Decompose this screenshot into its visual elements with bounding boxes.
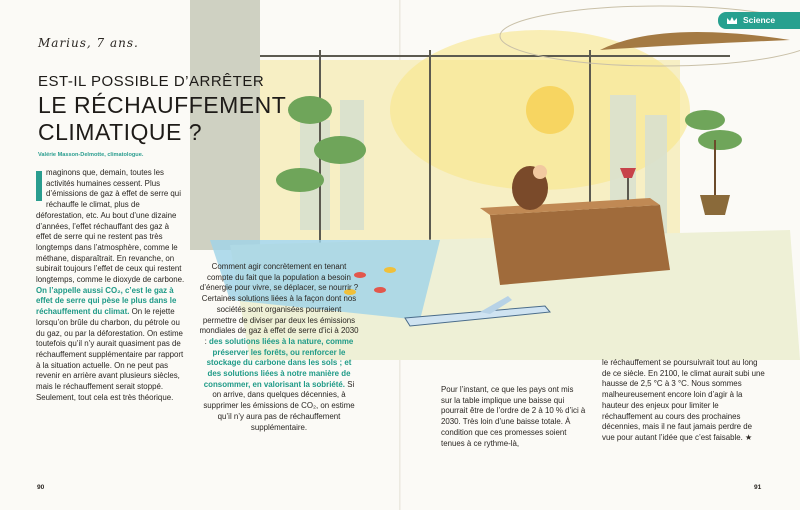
paragraph-2 bbox=[199, 262, 359, 433]
page-number-right: 91 bbox=[754, 484, 762, 491]
paragraph-1 bbox=[36, 168, 186, 403]
paragraph-4: le réchauffement se poursuivrait tout au long de ce siècle. En 2100, le climat aurait subi une hausse de 2,5 °C à 3 °C. Nous sommes malheureusement encore loin d’agir à la hauteur des enjeux pour limiter le réchauffement au cours des prochaines décennies, mais il ne faut jamais perdre de vue pour autant l’idée que c’est faisable. ★ bbox=[602, 358, 765, 442]
drop-cap-bar bbox=[36, 171, 42, 201]
text-column-3 bbox=[441, 385, 586, 449]
text-column-2 bbox=[199, 262, 359, 433]
paragraph-1-text-b: On le rejette lorsqu’on brûle du charbon, du pétrole ou du gaz, ou par la déforestation. On estime toutefois qu’il n’y aurait quasiment pas de réchauffement supplémentaire par rapport à la situation actuelle. On ne peut pas revenir en arrière avant plusieurs siècles, mais le réchauffement serait stoppé. Seulement, tout cela est très théorique. bbox=[36, 307, 184, 402]
text-column-1 bbox=[36, 168, 186, 403]
title-line-1: EST-IL POSSIBLE D’ARRÊTER bbox=[38, 73, 265, 90]
asker-name: Marius, 7 ans. bbox=[38, 36, 139, 50]
paragraph-2-text-a: Comment agir concrètement en tenant compte du fait que la population a besoin d’énergie pour vivre, se déplacer, se nourrir ? Certaines solutions liées à la façon dont nos sociétés sont organisées pourraient permettre de diviser par deux les émissions mondiales de gaz à effet de serre d’ici à 2030 : bbox=[199, 262, 359, 346]
title-line-2: LE RÉCHAUFFEMENT bbox=[38, 92, 287, 118]
paragraph-3: Pour l’instant, ce que les pays ont mis sur la table implique une baisse qui pourrait être de l’ordre de 2 à 10 % d’ici à 2030. Très loin d’une baisse totale. À condition que ces promesses soient tenues à ce rythme-là, bbox=[441, 385, 586, 448]
page-number-left: 90 bbox=[37, 484, 45, 491]
paragraph-1-highlight: On l’appelle aussi CO₂, c’est le gaz à effet de serre qui pèse le plus dans le réchauffement du climat. bbox=[36, 285, 177, 317]
text-column-4 bbox=[602, 358, 766, 444]
section-label: Science bbox=[743, 15, 776, 25]
title-line-3: CLIMATIQUE ? bbox=[38, 119, 203, 145]
paragraph-2-highlight: des solutions liées à la nature, comme préserver les forêts, ou renforcer le stockage du carbone dans les sols ; et des solutions liées à notre manière de consommer, en valorisant la sobriété. bbox=[203, 336, 354, 389]
author-credit: Valérie Masson-Delmotte, climatologue. bbox=[38, 152, 144, 158]
paragraph-2-text-b: Si on arrive, dans quelques décennies, à supprimer les émissions de CO₂, on estime qu’il n’y aura pas de réchauffement supplémentaire. bbox=[203, 379, 355, 432]
crown-icon bbox=[726, 16, 738, 25]
paragraph-1-text-a: maginons que, demain, toutes les activités humaines cessent. Plus d’émissions de gaz à effet de serre qui réchauffe le climat, plus de déforestation, etc. Au bout d’une dizaine d’années, l’effet réchauffant des gaz à effet de serre qui ne restent pas très longtemps dans l’atmosphère, comme le méthane, disparaîtrait. En revanche, on subirait toujours l’effet de ceux qui restent longtemps, comme le dioxyde de carbone. bbox=[36, 168, 185, 285]
